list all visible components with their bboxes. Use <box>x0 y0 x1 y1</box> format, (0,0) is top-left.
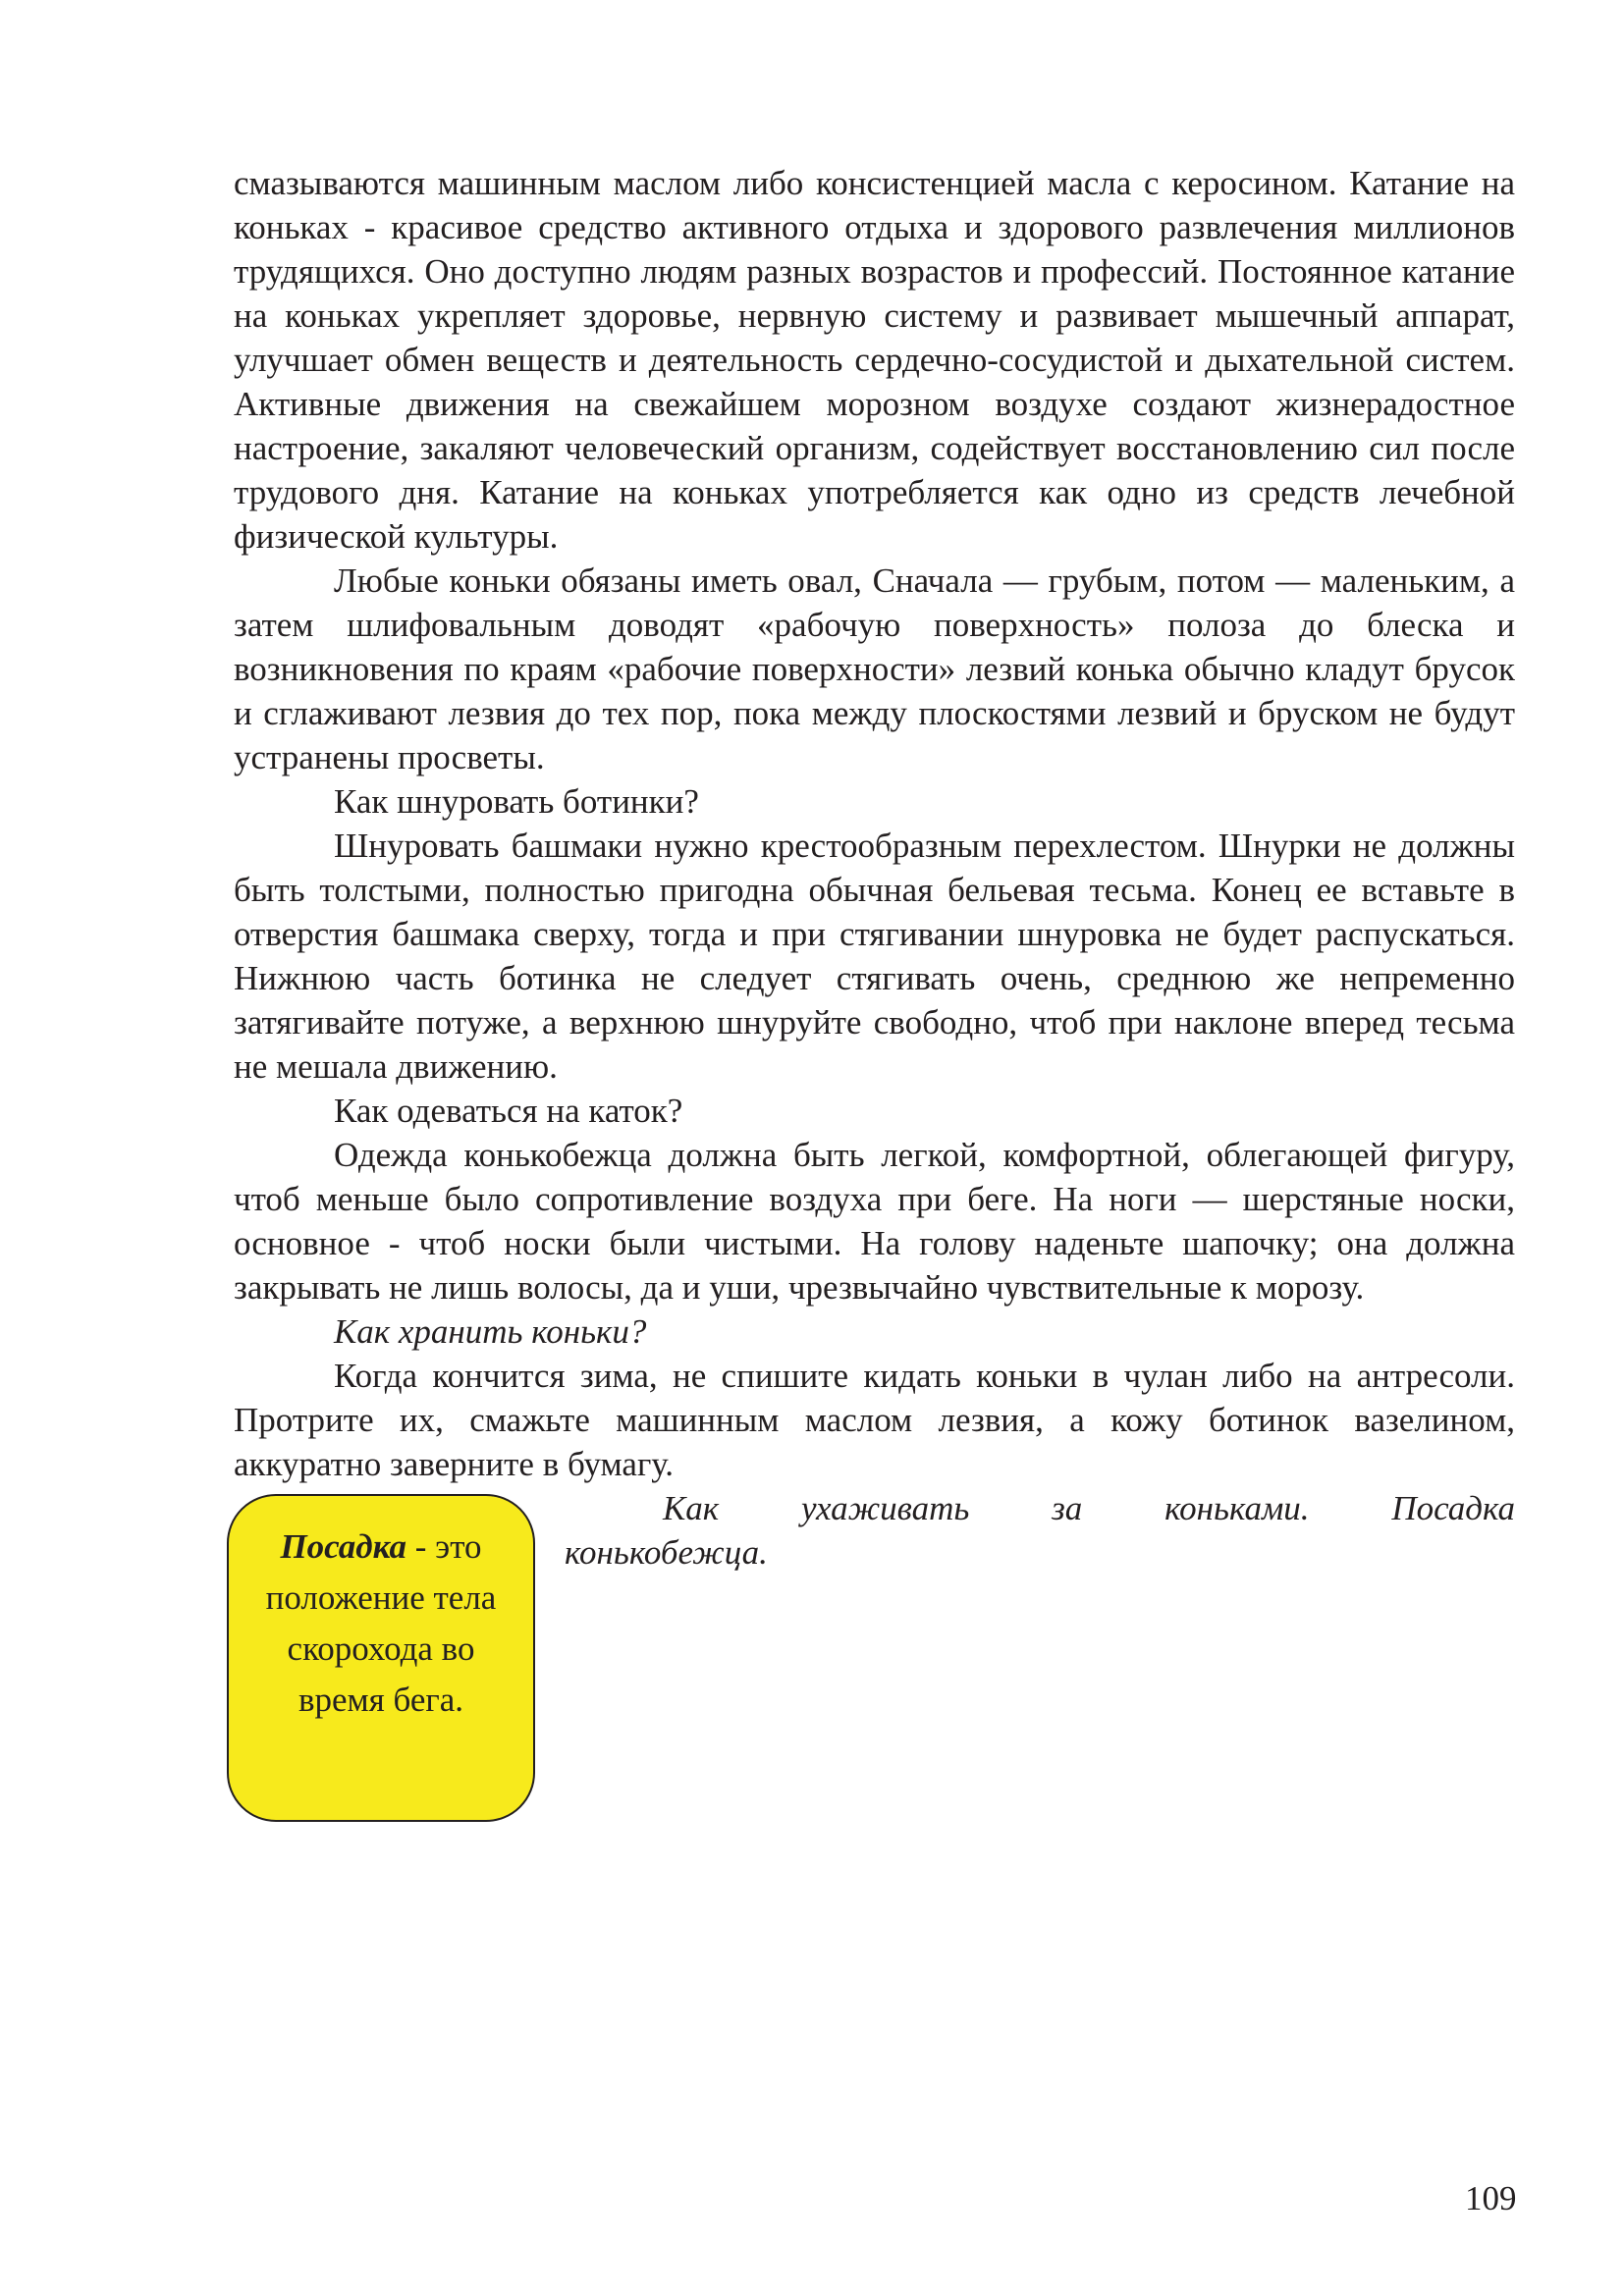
paragraph-lacing-boots: Шнуровать башмаки нужно крестообразным перехлестом. Шнурки не должны быть толстыми, полностью пригодна обычная бельевая тесьма. Конец ее вставьте в отверстия башмака сверху, тогда и при стягивании шнуровка не будет распускаться. Нижнюю часть ботинка не следует стягивать очень, среднюю же непременно затягивайте потуже, а верхнюю шнуруйте свободно, чтоб при наклоне вперед тесьма не мешала движению. <box>234 827 1515 1086</box>
heading-dressing-for-rink: Как одеваться на каток? <box>334 1092 683 1130</box>
paragraph-blade-sharpening: Любые коньки обязаны иметь овал, Сначала — грубым, потом — маленьким, а затем шлифовальным доводят «рабочую поверхность» полоза до блеска и возникновения по краям «рабочие поверхности» лезвий конька обычно кладут брусок и сглаживают лезвия до тех пор, пока между плоскостями лезвий и бруском не будут устранены просветы. <box>234 561 1515 776</box>
page-body <box>234 161 1515 1859</box>
caption-line-2: конькобежца. <box>565 1533 768 1572</box>
paragraph-skating-benefits: смазываются машинным маслом либо консистенцией масла с керосином. Катание на коньках - красивое средство активного отдыха и здорового развлечения миллионов трудящихся. Оно доступно людям разных возрастов и профессий. Постоянное катание на коньках укрепляет здоровье, нервную систему и развивает мышечный аппарат, улучшает обмен веществ и деятельность сердечно-сосудистой и дыхательной систем. Активные движения на свежайшем морозном воздухе создают жизнерадостное настроение, закаляют человеческий организм, содействует восстановлению сил после трудового дня. Катание на коньках употребляется как одно из средств лечебной физической культуры. <box>234 164 1515 556</box>
definition-callout-box <box>227 1494 535 1822</box>
page-number: 109 <box>1465 2179 1517 2217</box>
callout-term: Посадка <box>280 1527 407 1566</box>
paragraph-dressing-for-rink: Одежда конькобежца должна быть легкой, комфортной, облегающей фигуру, чтоб меньше было сопротивление воздуха при беге. На ноги — шерстяные носки, основное - чтоб носки были чистыми. На голову наденьте шапочку; она должна закрывать не лишь волосы, да и уши, чрезвычайно чувствительные к морозу. <box>234 1136 1515 1307</box>
heading-storing-skates: Как хранить коньки? <box>334 1312 647 1351</box>
section-caption <box>565 1486 1515 1575</box>
paragraph-storing-skates: Когда кончится зима, не спишите кидать коньки в чулан либо на антресоли. Протрите их, смажьте машинным маслом лезвия, а кожу ботинок вазелином, аккуратно заверните в бумагу. <box>234 1357 1515 1483</box>
heading-lacing-boots: Как шнуровать ботинки? <box>334 782 699 821</box>
caption-line-1: Как ухаживать за коньками. Посадка <box>663 1489 1515 1527</box>
callout-definition: - это положение тела скорохода во время бега. <box>265 1527 497 1719</box>
callout-section <box>234 1486 1515 1859</box>
